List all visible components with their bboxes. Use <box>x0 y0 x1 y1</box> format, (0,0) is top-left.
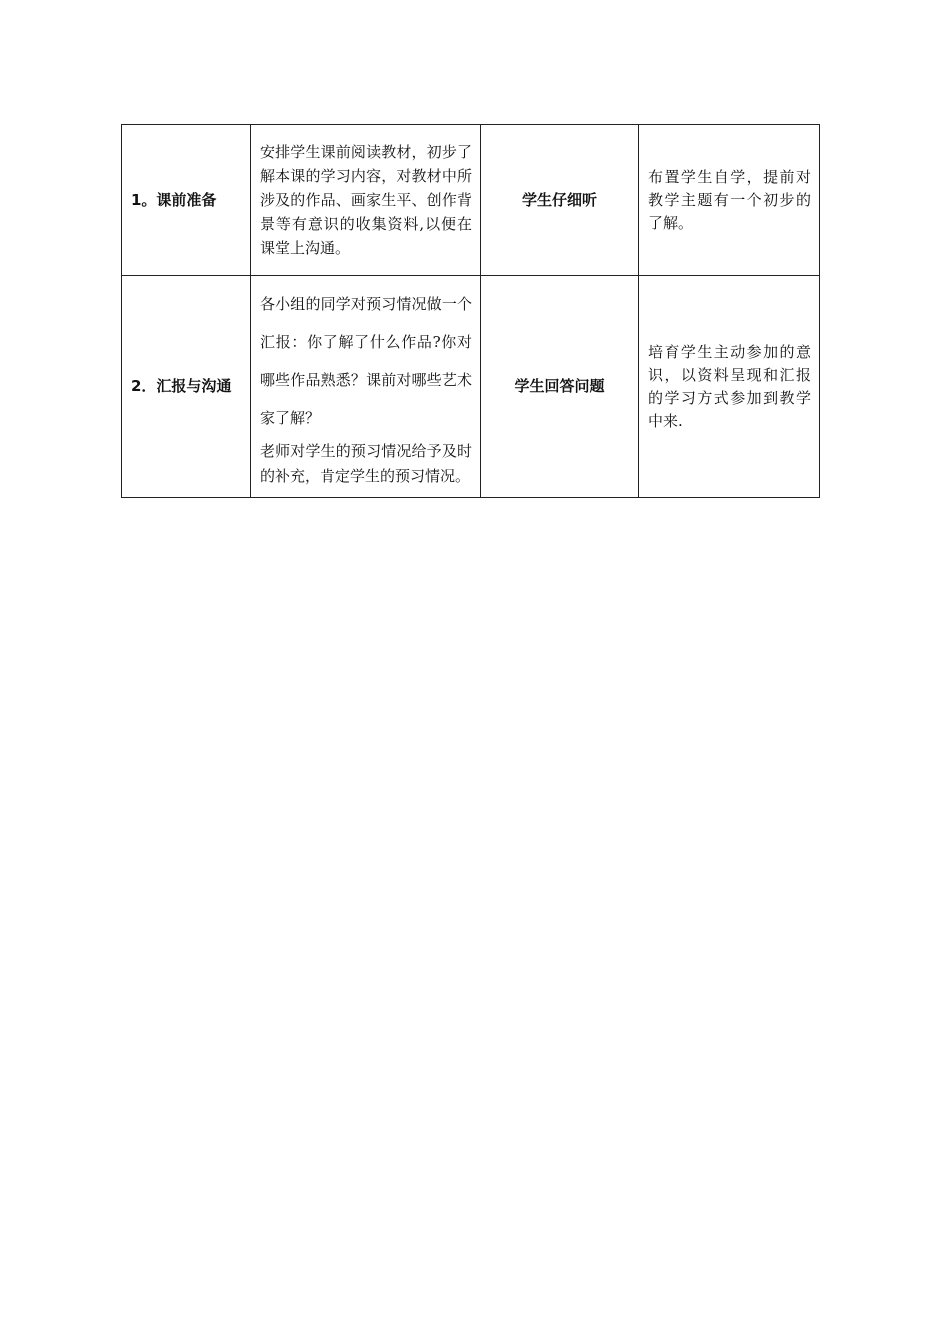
stage-label: 2．汇报与沟通 <box>131 377 232 395</box>
teacher-activity-cell <box>251 276 481 498</box>
teacher-activity-text: 各小组的同学对预习情况做一个汇报：你了解了什么作品?你对哪些作品熟悉？课前对哪些艺术家了解？ <box>260 294 472 427</box>
design-intent-cell <box>639 125 820 276</box>
design-intent-text: 布置学生自学，提前对教学主题有一个初步的了解。 <box>648 167 811 232</box>
stage-cell <box>122 125 251 276</box>
student-activity-text: 学生仔细听 <box>521 190 597 209</box>
teacher-activity-cell <box>251 125 481 276</box>
stage-cell <box>122 276 251 498</box>
teacher-activity-text: 老师对学生的预习情况给予及时的补充，肯定学生的预习情况。 <box>260 441 472 485</box>
student-activity-text: 学生回答问题 <box>514 377 605 395</box>
design-intent-text: 培育学生主动参加的意识，以资料呈现和汇报的学习方式参加到教学中来. <box>648 342 811 430</box>
teacher-activity-text: 安排学生课前阅读教材，初步了解本课的学习内容，对教材中所涉及的作品、画家生平、创作背景等有意识的收集资料,以便在课堂上沟通。 <box>260 143 472 257</box>
student-activity-cell <box>481 125 639 276</box>
lesson-plan-table <box>121 124 820 498</box>
stage-label: 1。课前准备 <box>131 190 217 209</box>
table-row <box>122 276 820 498</box>
student-activity-cell <box>481 276 639 498</box>
design-intent-cell <box>639 276 820 498</box>
table-row <box>122 125 820 276</box>
